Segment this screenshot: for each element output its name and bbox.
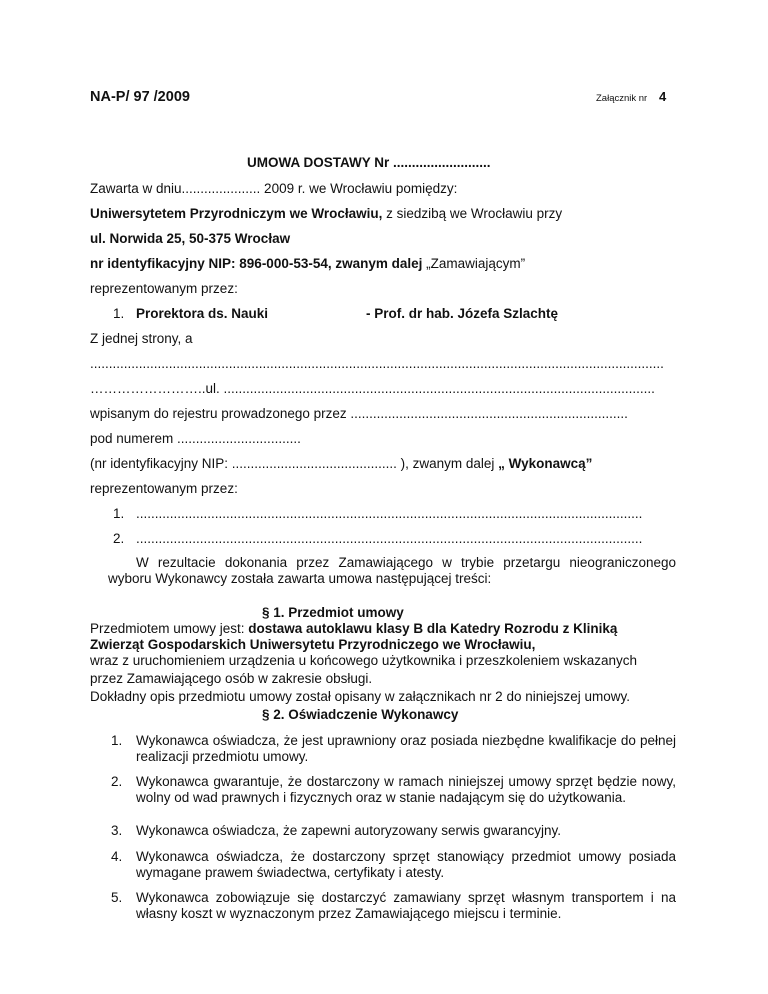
represented-by-label-2: reprezentowanym przez: xyxy=(90,481,238,496)
statement-4-number: 4. xyxy=(111,849,123,864)
registry-line: wpisanym do rejestru prowadzonego przez .......................................................................... xyxy=(90,406,628,421)
attachment-number: 4 xyxy=(659,89,667,104)
contractor-rep-1-dots: ....................................................................................................................................... xyxy=(136,506,643,521)
subject-bold-2: Zwierząt Gospodarskich Uniwersytetu Przyrodniczego we Wrocławiu, xyxy=(90,637,536,652)
statement-5-text: Wykonawca zobowiązuje się dostarczyć zamawiany sprzęt własnym transportem i na własny koszt w wyznaczonym przez Zamawiającego miejscu i terminie. xyxy=(136,890,676,921)
section-2-heading: § 2. Oświadczenie Wykonawcy xyxy=(262,707,459,722)
section-1-description: Dokładny opis przedmiotu umowy został opisany w załącznikach nr 2 do niniejszej umowy. xyxy=(90,689,630,704)
one-side-line: Z jednej strony, a xyxy=(90,331,193,346)
party1-line xyxy=(90,206,562,222)
contractor-nip-line xyxy=(90,456,592,472)
representative-role: Prorektora ds. Nauki xyxy=(136,306,269,321)
section-1-heading: § 1. Przedmiot umowy xyxy=(262,605,404,620)
party1-name: Uniwersytetem Przyrodniczym we Wrocławiu, xyxy=(90,206,383,221)
contract-title: UMOWA DOSTAWY Nr .......................... xyxy=(247,155,491,170)
contractor-rep-2-number: 2. xyxy=(113,531,125,546)
statement-5-number: 5. xyxy=(111,890,123,905)
section-1-line-4: przez Zamawiającego osób w zakresie obsługi. xyxy=(90,671,373,686)
party1-nip: nr identyfikacyjny NIP: 896-000-53-54, zwanym dalej xyxy=(90,256,423,271)
statement-4-text: Wykonawca oświadcza, że dostarczony sprzęt stanowiący przedmiot umowy posiada wymagane prawem świadectwa, certyfikaty i atesty. xyxy=(136,849,676,880)
result-paragraph: W rezultacie dokonania przez Zamawiającego w trybie przetargu nieograniczonego wyboru Wykonawcy została zawarta umowa następującej treści: xyxy=(108,555,676,586)
statement-1-text: Wykonawca oświadcza, że jest uprawniony oraz posiada niezbędne kwalifikacje do pełnej realizacji przedmiotu umowy. xyxy=(136,733,676,764)
document-reference: NA-P/ 97 /2009 xyxy=(90,89,190,105)
party1-nip-line xyxy=(90,256,525,272)
statement-1-number: 1. xyxy=(111,733,123,748)
subject-intro: Przedmiotem umowy jest: xyxy=(90,621,249,636)
contractor-alias: „ Wykonawcą” xyxy=(494,456,593,471)
statement-2-text: Wykonawca gwarantuje, że dostarczony w ramach niniejszej umowy sprzęt będzie nowy, wolny od wad prawnych i fizycznych oraz w stanie nadającym się do użytkowania. xyxy=(136,774,676,805)
representative-number: 1. xyxy=(113,306,125,321)
contractor-rep-1-number: 1. xyxy=(113,506,125,521)
attachment-label: Załącznik nr xyxy=(596,93,648,104)
party1-alias: „Zamawiającym” xyxy=(422,256,526,271)
party1-address: ul. Norwida 25, 50-375 Wrocław xyxy=(90,231,291,246)
contractor-name-dots: ......................................................................................................................................................... xyxy=(90,356,664,371)
statement-3-text: Wykonawca oświadcza, że zapewni autoryzowany serwis gwarancyjny. xyxy=(136,823,562,838)
contractor-address-dots: ……………………..ul. ................................................................................................................... xyxy=(90,381,655,396)
section-1-line-1 xyxy=(90,621,617,637)
representative-name: - Prof. dr hab. Józefa Szlachtę xyxy=(366,306,559,321)
section-1-line-3: wraz z uruchomieniem urządzenia u końcowego użytkownika i przeszkoleniem wskazanych xyxy=(90,653,638,668)
conclusion-line: Zawarta w dniu..................... 2009 r. we Wrocławiu pomiędzy: xyxy=(90,181,458,196)
statement-2-number: 2. xyxy=(111,774,123,789)
contractor-nip: (nr identyfikacyjny NIP: ............................................ ), zwanym dalej xyxy=(90,456,495,471)
registry-number-line: pod numerem ................................. xyxy=(90,431,301,446)
party1-seat: z siedzibą we Wrocławiu przy xyxy=(382,206,563,221)
statement-3-number: 3. xyxy=(111,823,123,838)
subject-bold-1: dostawa autoklawu klasy B dla Katedry Rozrodu z Kliniką xyxy=(248,621,618,636)
contractor-rep-2-dots: ....................................................................................................................................... xyxy=(136,531,643,546)
represented-by-label: reprezentowanym przez: xyxy=(90,281,238,296)
